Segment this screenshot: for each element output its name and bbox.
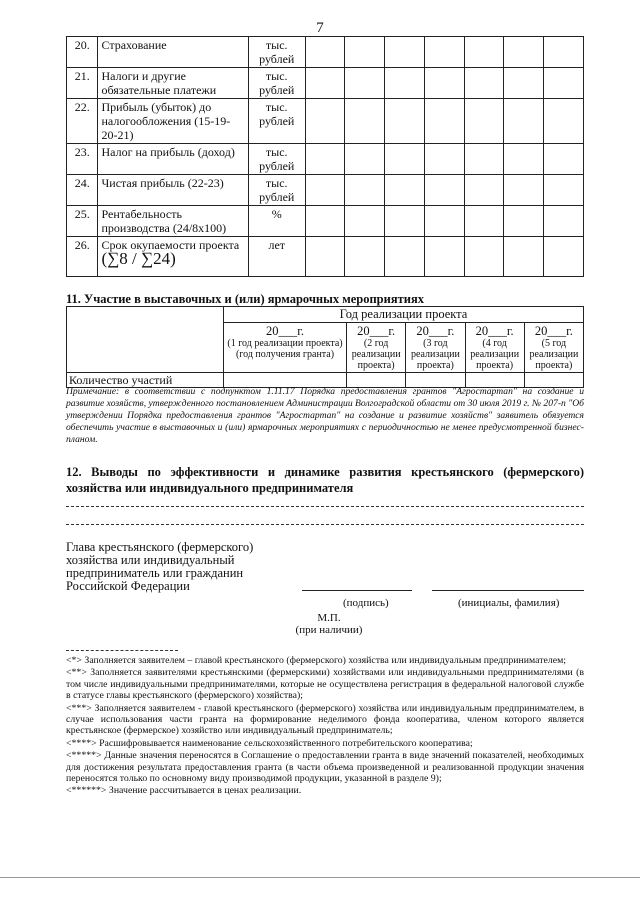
indicator-label: Налог на прибыль (доход) [101, 145, 235, 159]
table-row [67, 237, 584, 277]
table-row [67, 37, 584, 68]
table-row [67, 144, 584, 175]
footnote-text: Заполняется заявителем – главой крестьянского (фермерского) хозяйства или индивидуальным предпринимателем; [84, 655, 566, 666]
value-cell [544, 37, 584, 68]
footnote-divider [66, 650, 178, 651]
table-row [67, 99, 584, 144]
footnote-text: Данные значения переносятся в Соглашение о предоставлении гранта в виде значений показателей, необходимых для достижения результата предоставления гранта (в части объема произведенной и реализованной продукции значения переносятся только по основному виду производимой продукции, указанной в разделе 9); [66, 750, 584, 785]
footnote-text: Расшифровывается наименование сельскохозяйственного потребительского кооператива; [99, 737, 473, 749]
value-cell [424, 144, 464, 175]
indicator-name [98, 99, 248, 144]
value-cell [464, 37, 504, 68]
row-number: 25. [67, 206, 98, 237]
row-label-participations: Количество участий [67, 373, 224, 388]
signatory-line: предприниматель или гражданин [66, 566, 244, 580]
footnote [66, 785, 584, 796]
footnotes [66, 655, 584, 798]
row-number: 26. [67, 237, 98, 277]
value-cell [345, 237, 385, 277]
value-cell [345, 99, 385, 144]
unit: тыс. рублей [248, 175, 305, 206]
value-cell [305, 206, 345, 237]
value-cell [464, 237, 504, 277]
value-cell [424, 99, 464, 144]
value-cell [345, 144, 385, 175]
value-cell [345, 206, 385, 237]
initials-caption: (инициалы, фамилия) [458, 597, 560, 609]
table-row [67, 68, 584, 99]
year-value: 20___г. [357, 324, 396, 338]
table-row [67, 175, 584, 206]
signatory-line: Российской Федерации [66, 579, 190, 593]
unit: тыс. рублей [248, 37, 305, 68]
value-cell [544, 175, 584, 206]
value-cell [464, 99, 504, 144]
value-cell [424, 37, 464, 68]
row-number: 23. [67, 144, 98, 175]
unit: тыс. рублей [248, 68, 305, 99]
footnote [66, 750, 584, 784]
value-cell [305, 68, 345, 99]
indicator-name [98, 68, 248, 99]
section-11-note: Примечание: в соответствии с подпунктом 1.11.17 Порядка предоставления грантов "Агростартап" на создание и развитие хозяйств, утвержденного постановлением Администрации Волгоградской области от 30 июля 2019 г. № 207-п "Об утверждении Порядка предоставления грантов "Агростартап" на создание и развитие хозяйств" заявитель обязуется обеспечить участие в выставочных и (или) ярмарочных мероприятиях с периодичностью не менее предусмотренной бизнес-планом. [66, 386, 584, 445]
indicator-name [98, 37, 248, 68]
value-cell [504, 99, 544, 144]
value-cell [544, 206, 584, 237]
value-cell [385, 144, 425, 175]
year-column [347, 323, 406, 373]
blank-line [66, 524, 584, 525]
indicator-label: Налоги и другие обязательные платежи [101, 69, 217, 97]
signature-line [302, 590, 412, 591]
footnote-text: Значение рассчитывается в ценах реализации. [108, 785, 302, 797]
indicator-label: Срок окупаемости проекта [101, 238, 240, 252]
indicator-label: Рентабельность производства (24/8x100) [101, 207, 227, 235]
unit: % [248, 206, 305, 237]
indicator-name [98, 144, 248, 175]
value-cell [305, 99, 345, 144]
value-cell [464, 206, 504, 237]
unit: тыс. рублей [248, 99, 305, 144]
value-cell [464, 68, 504, 99]
indicator-name [98, 206, 248, 237]
value-cell [385, 206, 425, 237]
table-row [67, 206, 584, 237]
footnote-text: Заполняется заявителями крестьянскими (фермерскими) хозяйствами или индивидуальными предпринимателями (в том числе индивидуальными предпринимателями, которые не осуществлена регистрация в федеральной налоговой службе в статусе главы крестьянского (фермерского) хозяйства); [66, 667, 584, 702]
value-cell [385, 37, 425, 68]
value-cell [305, 37, 345, 68]
year-header: Год реализации проекта [224, 307, 584, 323]
value-cell [385, 175, 425, 206]
footnote [66, 655, 584, 666]
value-cell [464, 144, 504, 175]
value-cell [544, 99, 584, 144]
initials-line [432, 590, 584, 591]
value-cell [424, 206, 464, 237]
footnote-mark: <***> [66, 702, 92, 714]
stamp-label: М.П. [317, 612, 341, 624]
year-value: 20___г. [265, 324, 305, 338]
year-description: (5 год реализации проекта) [529, 338, 579, 371]
payback-formula: (∑8 / ∑24) [101, 249, 176, 268]
value-cell [544, 144, 584, 175]
footnote-text: Заполняется заявителем - главой крестьянского (фермерского) хозяйства или индивидуальным предпринимателем, в случае использования части гранта на формирование неделимого фонда кооператива, членом которого является крестьянское (фермерское) хозяйство или индивидуальный предприниматель; [66, 702, 584, 737]
stamp-note: (при наличии) [295, 624, 363, 636]
value-cell [385, 68, 425, 99]
value-cell [504, 144, 544, 175]
year-description: (3 год реализации проекта) [410, 338, 460, 371]
signature-caption: (подпись) [343, 597, 389, 609]
value-cell [424, 68, 464, 99]
indicator-name [98, 175, 248, 206]
value-cell [504, 237, 544, 277]
unit: тыс. рублей [248, 144, 305, 175]
year-column [224, 323, 347, 373]
value-cell [504, 68, 544, 99]
value-cell [504, 175, 544, 206]
value-cell [345, 175, 385, 206]
year-value: 20___г. [416, 324, 455, 338]
value-cell [424, 237, 464, 277]
section-11-title: 11. Участие в выставочных и (или) ярмарочных мероприятиях [66, 292, 424, 306]
value-cell [305, 144, 345, 175]
value-cell [305, 237, 345, 277]
indicator-label: Прибыль (убыток) до налогообложения (15-19-20-21) [101, 100, 231, 142]
value-cell [544, 68, 584, 99]
value-cell [345, 37, 385, 68]
row-number: 20. [67, 37, 98, 68]
footnote-mark: <**> [66, 667, 87, 679]
footnote-mark: <*****> [66, 750, 102, 762]
scan-edge [0, 877, 640, 878]
value-cell [464, 175, 504, 206]
footnote-mark: <****> [66, 737, 97, 749]
value-cell [504, 206, 544, 237]
footnote [66, 703, 584, 737]
value-cell [424, 175, 464, 206]
row-number: 22. [67, 99, 98, 144]
page-number: 7 [316, 20, 324, 36]
exhibitions-table [66, 306, 584, 388]
indicator-label: Чистая прибыль (22-23) [101, 176, 224, 190]
value-cell [504, 37, 544, 68]
footnote-mark: <*> [66, 655, 82, 666]
indicator-label: Страхование [101, 38, 167, 52]
value-cell [385, 99, 425, 144]
year-description: (2 год реализации проекта) [351, 338, 401, 371]
empty-header-cell [67, 307, 224, 373]
year-column [465, 323, 524, 373]
signatory-line: хозяйства или индивидуальный [66, 553, 235, 567]
year-description: (1 год реализации проекта) (год получения гранта) [227, 338, 343, 360]
value-cell [305, 175, 345, 206]
footnote [66, 667, 584, 701]
stamp-place [0, 612, 640, 636]
year-column [406, 323, 465, 373]
year-column [524, 323, 583, 373]
row-number: 21. [67, 68, 98, 99]
section-12-title: 12. Выводы по эффективности и динамике развития крестьянского (фермерского) хозяйства или индивидуального предпринимателя [66, 465, 584, 495]
footnote-mark: <******> [66, 785, 107, 797]
value-cell [345, 68, 385, 99]
indicator-name [98, 237, 248, 277]
row-number: 24. [67, 175, 98, 206]
unit: лет [248, 237, 305, 277]
year-value: 20___г. [475, 324, 514, 338]
indicators-table [66, 36, 584, 277]
blank-line [66, 506, 584, 507]
signatory-block [66, 541, 296, 593]
footnote [66, 738, 584, 749]
signatory-line: Глава крестьянского (фермерского) [66, 540, 254, 554]
year-value: 20___г. [534, 324, 573, 338]
year-description: (4 год реализации проекта) [470, 338, 520, 371]
value-cell [385, 237, 425, 277]
value-cell [544, 237, 584, 277]
